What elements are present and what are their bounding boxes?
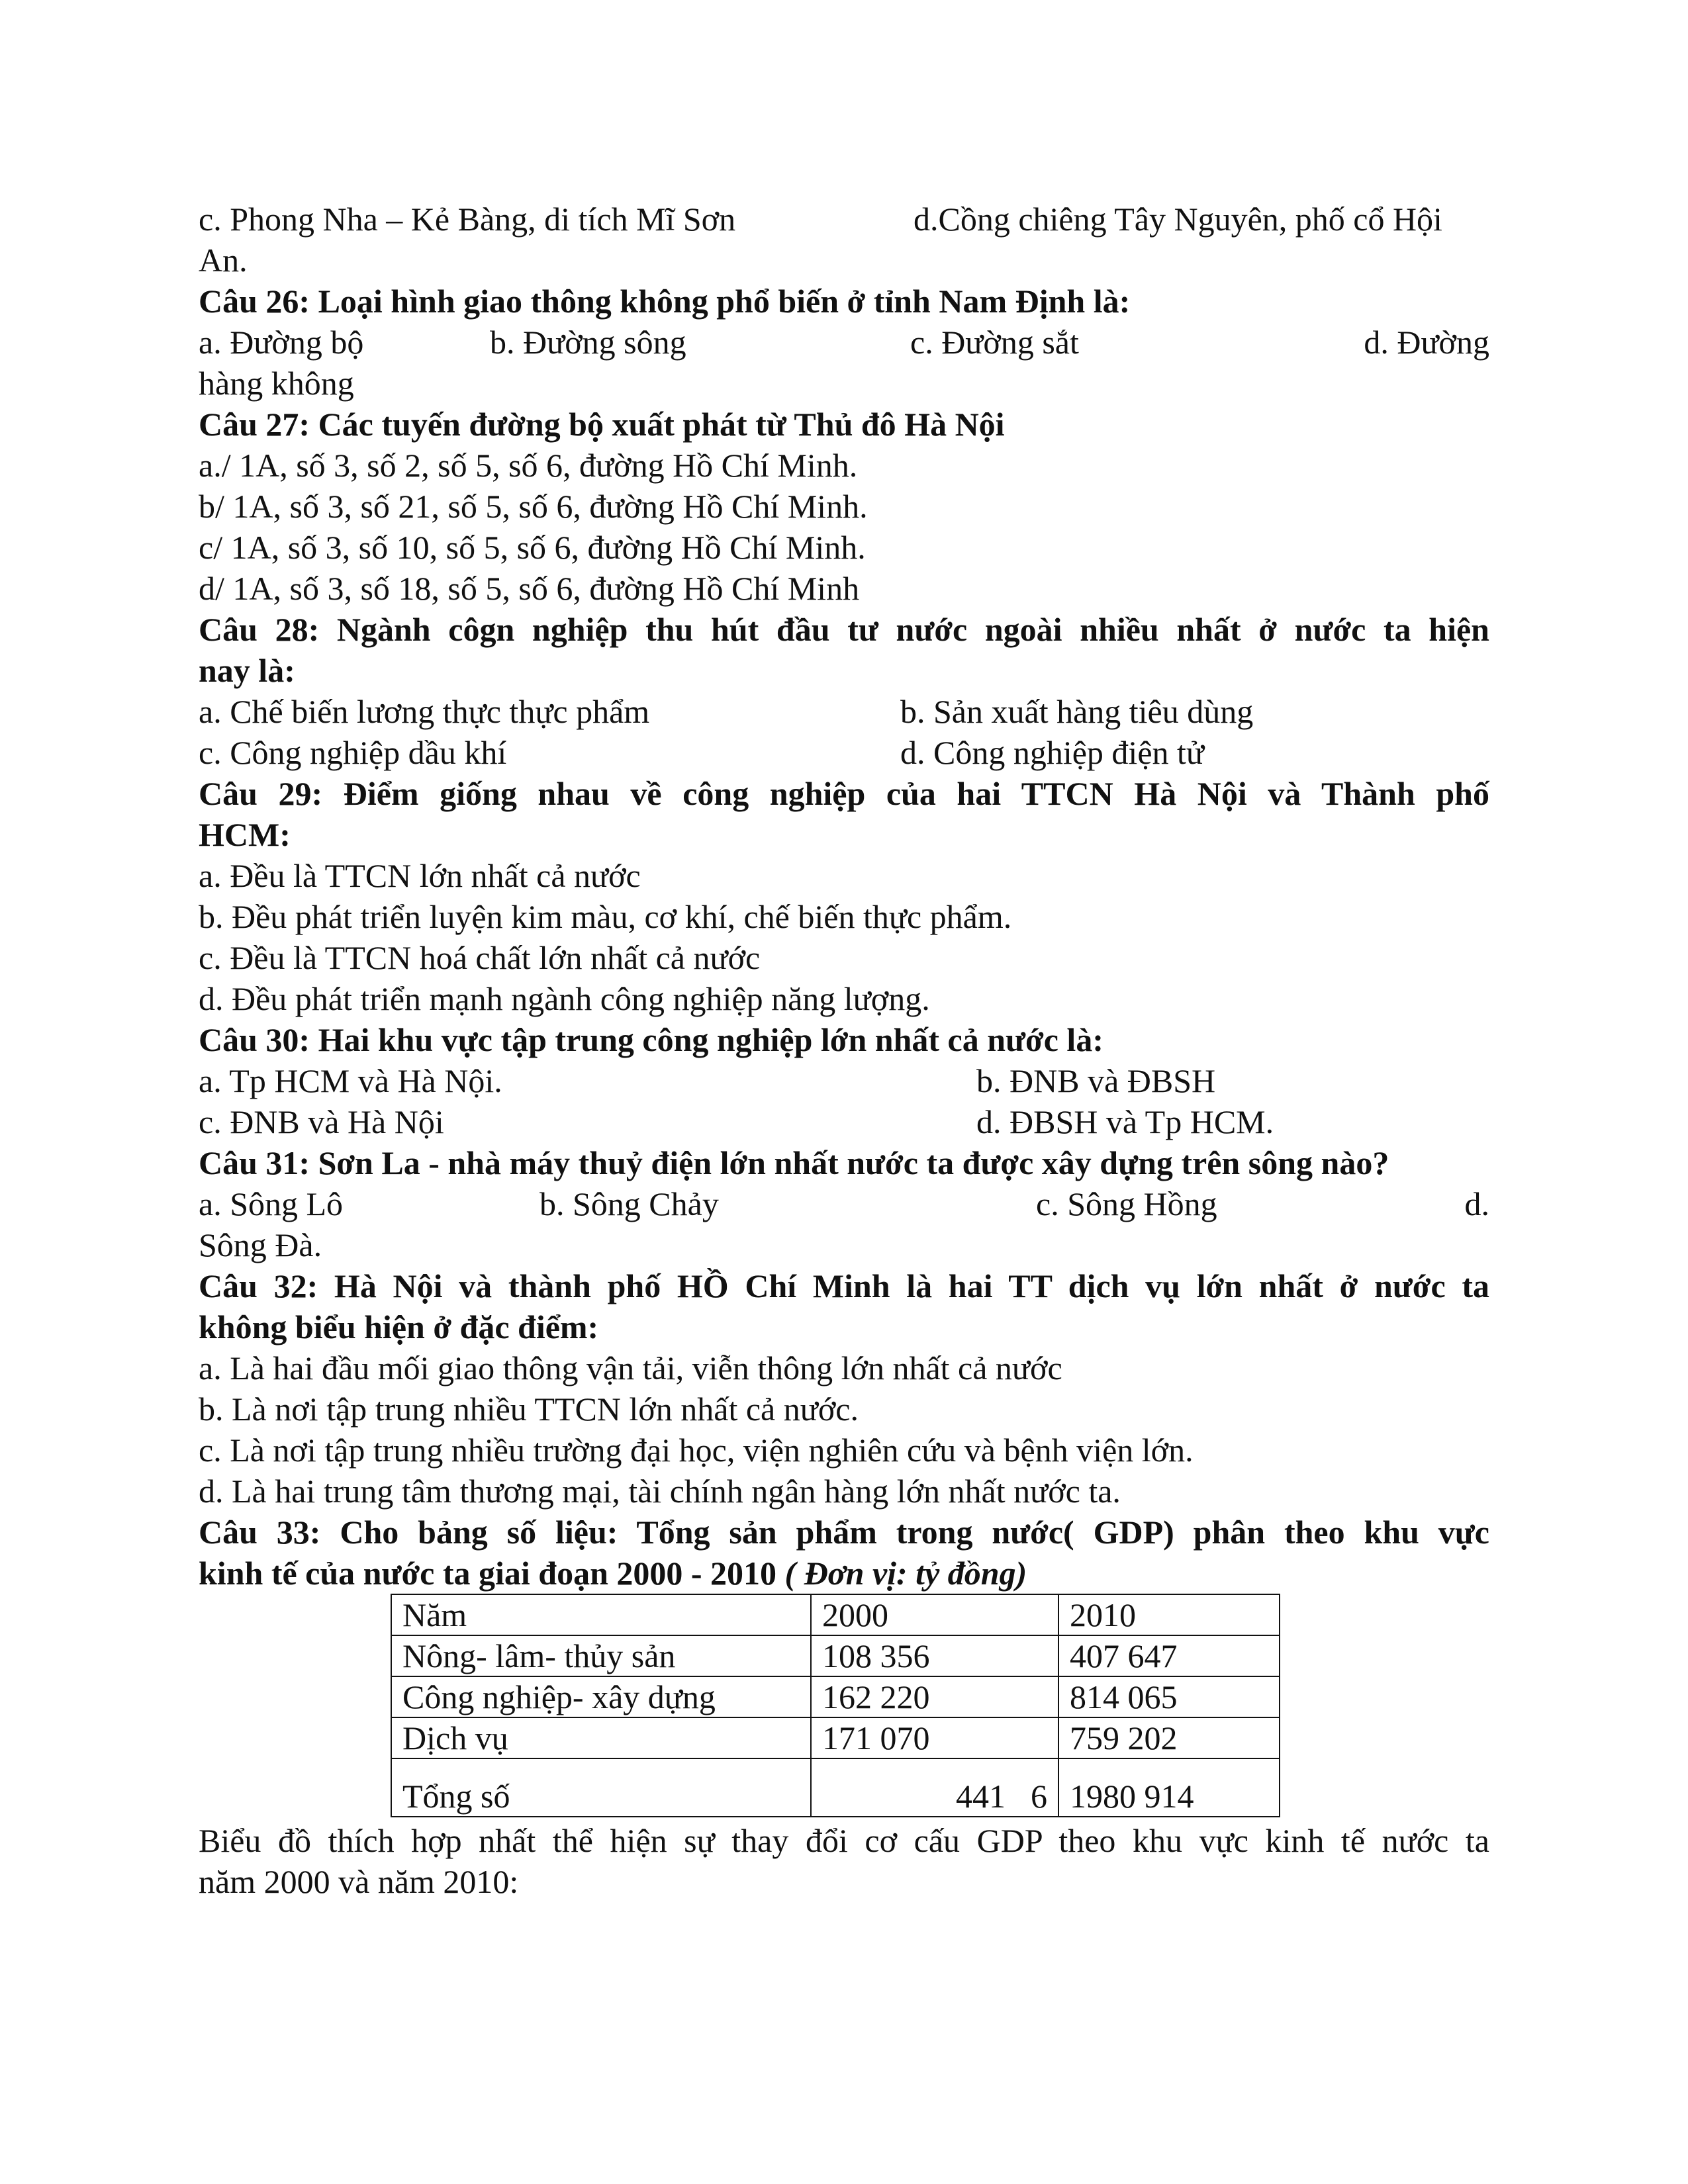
q32-question: Câu 32: Hà Nội và thành phố HỒ Chí Minh là hai TT dịch vụ lớn nhất ở nước ta [199,1267,1489,1304]
q33-question-cont [199,1553,1489,1594]
table-total-2010: 1980 914 [1058,1758,1280,1817]
q32-option-c: c. Là nơi tập trung nhiều trường đại học, viện nghiên cứu và bệnh viện lớn. [199,1432,1194,1469]
table-header-cell: 2000 [811,1594,1058,1635]
q27-option-c: c/ 1A, số 3, số 10, số 5, số 6, đường Hồ Chí Minh. [199,529,866,566]
q29-question: Câu 29: Điểm giống nhau về công nghiệp của hai TTCN Hà Nội và Thành phố [199,775,1489,812]
q33-question-text: kinh tế của nước ta giai đoạn 2000 - 2010 [199,1555,777,1592]
q28-question: Câu 28: Ngành côgn nghiệp thu hút đầu tư nước ngoài nhiều nhất ở nước ta hiện [199,611,1489,648]
table-row [391,1635,1280,1676]
q30-option-c: c. ĐNB và Hà Nội [199,1103,444,1140]
table-cell: 171 070 [811,1717,1058,1758]
table-cell: Dịch vụ [391,1717,811,1758]
q26-option-c: c. Đường sắt [910,324,1079,361]
q29-option-a: a. Đều là TTCN lớn nhất cả nước [199,857,641,894]
q33-question: Câu 33: Cho bảng số liệu: Tổng sản phẩm trong nước( GDP) phân theo khu vực [199,1514,1489,1551]
q26-option-d: d. Đường [1364,324,1489,361]
q26-option-a: a. Đường bộ [199,324,364,361]
table-header-cell: Năm [391,1594,811,1635]
q30-question: Câu 30: Hai khu vực tập trung công nghiệp lớn nhất cả nước là: [199,1021,1103,1058]
table-cell: 162 220 [811,1676,1058,1717]
q28-option-a: a. Chế biến lương thực thực phẩm [199,693,650,730]
q28-options-row-2 [199,732,1489,773]
q26-option-b: b. Đường sông [490,324,686,361]
q32-option-a: a. Là hai đầu mối giao thông vận tải, viễn thông lớn nhất cả nước [199,1349,1062,1387]
table-cell: 759 202 [1058,1717,1280,1758]
q33-unit: ( Đơn vị: tỷ đồng) [784,1555,1027,1592]
q29-question-cont: HCM: [199,816,291,853]
q33-prompt-cont: năm 2000 và năm 2010: [199,1863,519,1900]
q31-option-a: a. Sông Lô [199,1185,344,1222]
table-cell: 814 065 [1058,1676,1280,1717]
q28-option-b: b. Sản xuất hàng tiêu dùng [900,693,1254,730]
q30-option-d: d. ĐBSH và Tp HCM. [976,1103,1274,1140]
table-cell: 108 356 [811,1635,1058,1676]
q30-options-row-2 [199,1101,1489,1142]
q31-question: Câu 31: Sơn La - nhà máy thuỷ điện lớn nhất nước ta được xây dựng trên sông nào? [199,1144,1389,1181]
table-header-cell: 2010 [1058,1594,1280,1635]
table-header-row [391,1594,1280,1635]
q33-prompt: Biểu đồ thích hợp nhất thể hiện sự thay đổi cơ cấu GDP theo khu vực kinh tế nước ta [199,1822,1489,1859]
q32-question-cont: không biểu hiện ở đặc điểm: [199,1308,599,1345]
table-row [391,1717,1280,1758]
q25-option-c: c. Phong Nha – Kẻ Bàng, di tích Mĩ Sơn [199,201,736,238]
q26-question: Câu 26: Loại hình giao thông không phổ biến ở tỉnh Nam Định là: [199,283,1131,320]
q31-option-b: b. Sông Chảy [539,1185,719,1222]
q26-option-d-cont: hàng không [199,365,354,402]
q25-option-d: d.Cồng chiêng Tây Nguyên, phố cổ Hội [914,201,1442,238]
q28-options-row-1 [199,691,1489,732]
q28-option-c: c. Công nghiệp dầu khí [199,734,507,771]
q29-option-d: d. Đều phát triển mạnh ngành công nghiệp năng lượng. [199,980,930,1017]
q26-options-row [199,322,1489,363]
q27-option-d: d/ 1A, số 3, số 18, số 5, số 6, đường Hồ Chí Minh [199,570,860,607]
exam-page [199,199,1489,1902]
total-2000-part-b: 6 [1031,1778,1047,1815]
q30-option-b: b. ĐNB và ĐBSH [976,1062,1216,1099]
table-cell: Công nghiệp- xây dựng [391,1676,811,1717]
q27-option-b: b/ 1A, số 3, số 21, số 5, số 6, đường Hồ Chí Minh. [199,488,868,525]
q27-option-a: a./ 1A, số 3, số 2, số 5, số 6, đường Hồ Chí Minh. [199,447,858,484]
q25-option-d-cont: An. [199,242,248,279]
q28-question-cont: nay là: [199,652,295,689]
table-row [391,1676,1280,1717]
total-2000-part-a: 441 [956,1778,1006,1815]
q31-options-row [199,1183,1489,1224]
q25-options-row [199,199,1489,240]
table-total-row [391,1758,1280,1817]
q31-option-d-cont: Sông Đà. [199,1226,322,1263]
table-total-2000 [811,1758,1058,1817]
q31-option-d: d. [1464,1185,1489,1222]
table-total-label: Tổng số [391,1758,811,1817]
q27-question: Câu 27: Các tuyến đường bộ xuất phát từ Thủ đô Hà Nội [199,406,1005,443]
q30-option-a: a. Tp HCM và Hà Nội. [199,1062,502,1099]
gdp-table [391,1594,1280,1817]
q28-option-d: d. Công nghiệp điện tử [900,734,1205,771]
q31-option-c: c. Sông Hồng [1036,1185,1217,1222]
q32-option-b: b. Là nơi tập trung nhiều TTCN lớn nhất cả nước. [199,1390,859,1428]
table-cell: Nông- lâm- thủy sản [391,1635,811,1676]
q29-option-c: c. Đều là TTCN hoá chất lớn nhất cả nước [199,939,761,976]
q30-options-row-1 [199,1060,1489,1101]
q32-option-d: d. Là hai trung tâm thương mại, tài chính ngân hàng lớn nhất nước ta. [199,1473,1121,1510]
q29-option-b: b. Đều phát triển luyện kim màu, cơ khí, chế biến thực phẩm. [199,898,1012,935]
table-cell: 407 647 [1058,1635,1280,1676]
